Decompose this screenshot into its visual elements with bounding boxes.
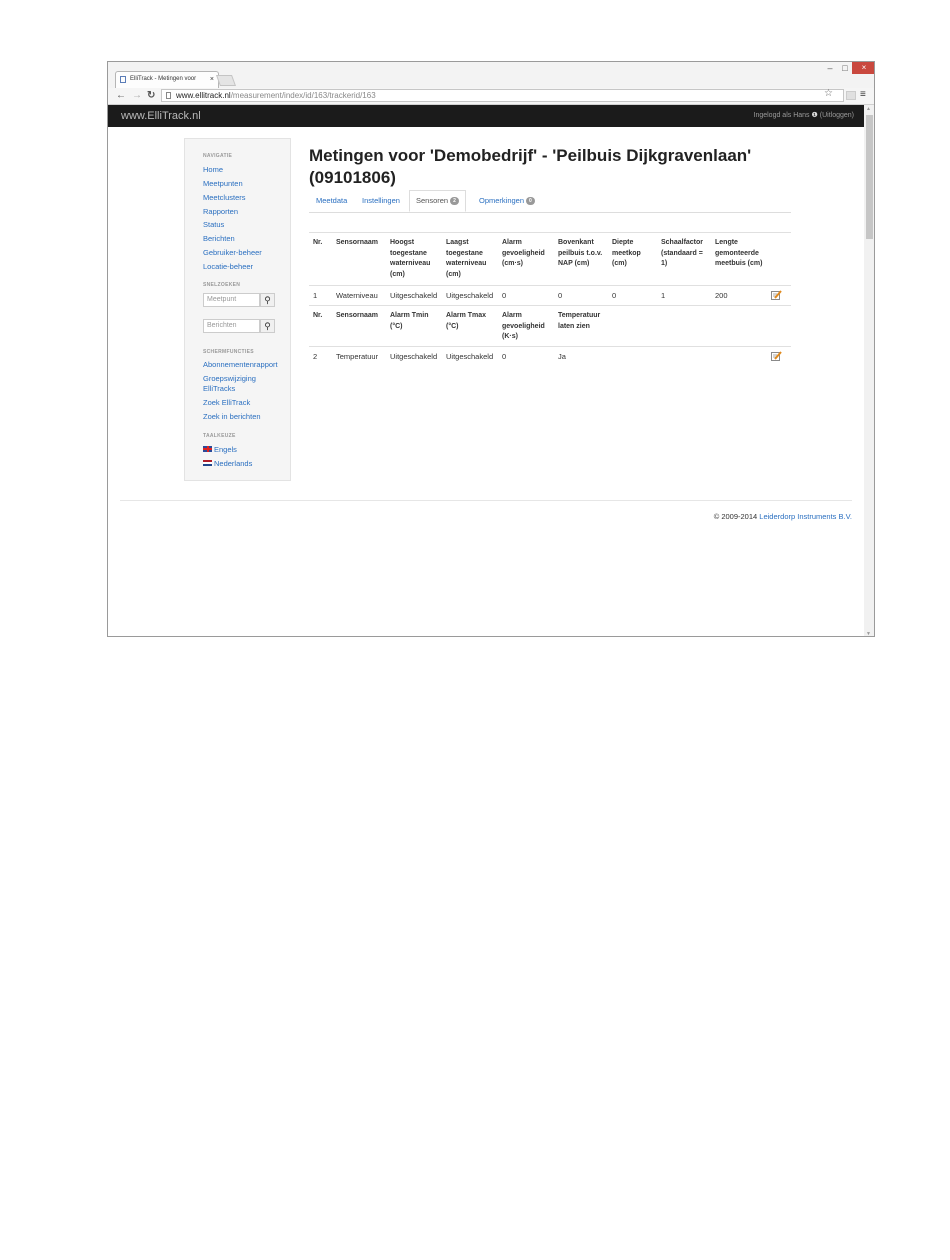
- page-favicon-icon: [120, 76, 126, 83]
- sidebar-item-berichten[interactable]: Berichten: [203, 234, 235, 243]
- window-maximize-button[interactable]: □: [842, 63, 848, 73]
- nav-header: NAVIGATIE: [203, 153, 233, 159]
- search-icon: ⚲: [264, 321, 271, 331]
- table-header: Lengte gemonteerde meetbuis (cm): [715, 239, 763, 268]
- user-prefix: Ingelogd als: [753, 112, 792, 119]
- browser-tab[interactable]: [115, 71, 219, 88]
- sidebar-item-zoek-berichten[interactable]: Zoek in berichten: [203, 412, 261, 421]
- sidebar: [184, 138, 291, 481]
- sidebar-item-gebruiker-beheer[interactable]: Gebruiker-beheer: [203, 248, 262, 257]
- table-cell: Uitgeschakeld: [390, 352, 438, 361]
- language-english[interactable]: [203, 445, 237, 454]
- site-brand[interactable]: www.ElliTrack.nl: [121, 110, 201, 122]
- site-topbar: [108, 105, 864, 127]
- table-cell: Uitgeschakeld: [446, 352, 494, 361]
- sidebar-item-home[interactable]: Home: [203, 165, 224, 174]
- table-cell: Uitgeschakeld: [446, 291, 494, 300]
- row-divider: [309, 346, 791, 347]
- browser-toolbar: [108, 88, 874, 105]
- tab-opmerkingen[interactable]: [479, 190, 535, 212]
- tab-meetdata[interactable]: Meetdata: [316, 196, 348, 205]
- tab-bar: [309, 190, 791, 213]
- row-divider: [309, 285, 791, 286]
- back-arrow-icon[interactable]: ←: [116, 90, 126, 101]
- tab-sensoren[interactable]: [409, 190, 466, 212]
- language-dutch[interactable]: [203, 459, 252, 468]
- sidebar-item-abonnementenrapport[interactable]: Abonnementenrapport: [203, 360, 278, 369]
- meetpunt-search-input[interactable]: Meetpunt: [203, 293, 260, 307]
- table-header: Diepte meetkop (cm): [612, 239, 641, 268]
- tab-instellingen[interactable]: Instellingen: [362, 196, 400, 205]
- reload-icon[interactable]: ↻: [147, 90, 156, 101]
- table-cell: 1: [661, 291, 666, 300]
- table-header: Hoogst toegestane waterniveau (cm): [390, 239, 431, 278]
- vertical-scrollbar[interactable]: [864, 105, 875, 637]
- sidebar-item-meetpunten[interactable]: Meetpunten: [203, 179, 243, 188]
- sidebar-item-groepswijziging[interactable]: Groepswijziging ElliTracks: [203, 374, 256, 393]
- table-header: Alarm gevoeligheid (K·s): [502, 312, 545, 341]
- bookmark-star-icon[interactable]: ☆: [824, 88, 833, 99]
- url-host: www.ellitrack.nl: [176, 91, 231, 100]
- table-cell: Ja: [558, 352, 566, 361]
- window-close-button[interactable]: ×: [852, 62, 875, 74]
- new-tab-button[interactable]: [216, 75, 236, 86]
- tab-close-icon[interactable]: ×: [209, 76, 214, 83]
- table-cell: Waterniveau: [336, 291, 378, 300]
- opmerkingen-count-badge: 0: [526, 197, 535, 205]
- table-header: Sensornaam: [336, 312, 379, 319]
- window-minimize-button[interactable]: –: [827, 63, 833, 73]
- copyright-text: © 2009-2014: [713, 512, 758, 521]
- table-header: Temperatuur laten zien: [558, 312, 601, 330]
- meetpunt-search-button[interactable]: [260, 293, 275, 307]
- table-header: Bovenkant peilbuis t.o.v. NAP (cm): [558, 239, 603, 268]
- edit-icon[interactable]: [771, 351, 782, 361]
- berichten-search-button[interactable]: [260, 319, 275, 333]
- web-page: [108, 105, 864, 637]
- sidebar-item-rapporten[interactable]: Rapporten: [203, 207, 239, 216]
- table-top-border: [309, 232, 791, 233]
- footer-copyright: [714, 512, 852, 521]
- table-cell: 200: [715, 291, 728, 300]
- user-info: [754, 105, 855, 127]
- sidebar-item-zoek-ellitrack[interactable]: Zoek ElliTrack: [203, 398, 251, 407]
- nl-flag-icon: [203, 460, 212, 466]
- address-bar[interactable]: [161, 89, 844, 102]
- browser-window: [107, 61, 875, 637]
- url-path: /measurement/index/id/163/trackerid/163: [230, 91, 376, 100]
- scroll-up-icon[interactable]: ▲: [866, 106, 871, 112]
- table-header: Nr.: [313, 239, 323, 246]
- forward-arrow-icon[interactable]: →: [132, 90, 142, 101]
- browser-menu-icon[interactable]: ≡: [860, 89, 866, 100]
- user-name[interactable]: Hans: [793, 112, 810, 119]
- table-cell: 2: [313, 352, 318, 361]
- tab-sensoren-label: Sensoren: [416, 196, 449, 205]
- sensoren-count-badge: 2: [450, 197, 459, 205]
- company-link[interactable]: Leiderdorp Instruments B.V.: [759, 512, 852, 521]
- page-icon: [166, 92, 171, 99]
- edit-icon[interactable]: [771, 290, 782, 300]
- language-header: TAALKEUZE: [203, 433, 236, 439]
- table-header: Schaalfactor (standaard = 1): [661, 239, 704, 268]
- table-cell: 0: [612, 291, 617, 300]
- table-header: Alarm gevoeligheid (cm·s): [502, 239, 545, 268]
- table-header: Sensornaam: [336, 239, 379, 246]
- footer-divider: [120, 500, 852, 501]
- table-header: Alarm Tmax (°C): [446, 312, 487, 330]
- table-header: Nr.: [313, 312, 323, 319]
- table-cell: 0: [502, 352, 507, 361]
- title-bar: [108, 62, 874, 88]
- table-header: Alarm Tmin (°C): [390, 312, 429, 330]
- tab-title: ElliTrack - Metingen voor: [130, 76, 197, 82]
- scrollbar-thumb[interactable]: [866, 115, 873, 239]
- table-cell: 0: [502, 291, 507, 300]
- sidebar-item-locatie-beheer[interactable]: Locatie-beheer: [203, 262, 254, 271]
- table-cell: 0: [558, 291, 563, 300]
- search-icon: ⚲: [264, 295, 271, 305]
- table-cell: 1: [313, 291, 318, 300]
- user-info-icon[interactable]: ❶: [811, 112, 818, 119]
- page-title: Metingen voor 'Demobedrijf' - 'Peilbuis Dijkgravenlaan' (09101806): [309, 146, 752, 187]
- quicksearch-header: SNELZOEKEN: [203, 282, 241, 288]
- table-cell: Temperatuur: [336, 352, 379, 361]
- sidebar-item-meetclusters[interactable]: Meetclusters: [203, 193, 246, 202]
- table-cell: Uitgeschakeld: [390, 291, 438, 300]
- row-divider: [309, 305, 791, 306]
- logout-link[interactable]: (Uitloggen): [819, 112, 854, 119]
- tab-opmerkingen-label: Opmerkingen: [479, 196, 525, 205]
- special-functions-header: SCHERMFUNCTIES: [203, 349, 254, 355]
- language-dutch-label: Nederlands: [214, 459, 253, 468]
- table-header: Laagst toegestane waterniveau (cm): [446, 239, 487, 278]
- uk-flag-icon: [203, 446, 212, 452]
- sidebar-item-status[interactable]: Status: [203, 220, 225, 229]
- berichten-search-input[interactable]: Berichten: [203, 319, 260, 333]
- scroll-down-icon[interactable]: ▼: [866, 631, 871, 637]
- extension-icon[interactable]: [846, 91, 856, 100]
- language-english-label: Engels: [214, 445, 237, 454]
